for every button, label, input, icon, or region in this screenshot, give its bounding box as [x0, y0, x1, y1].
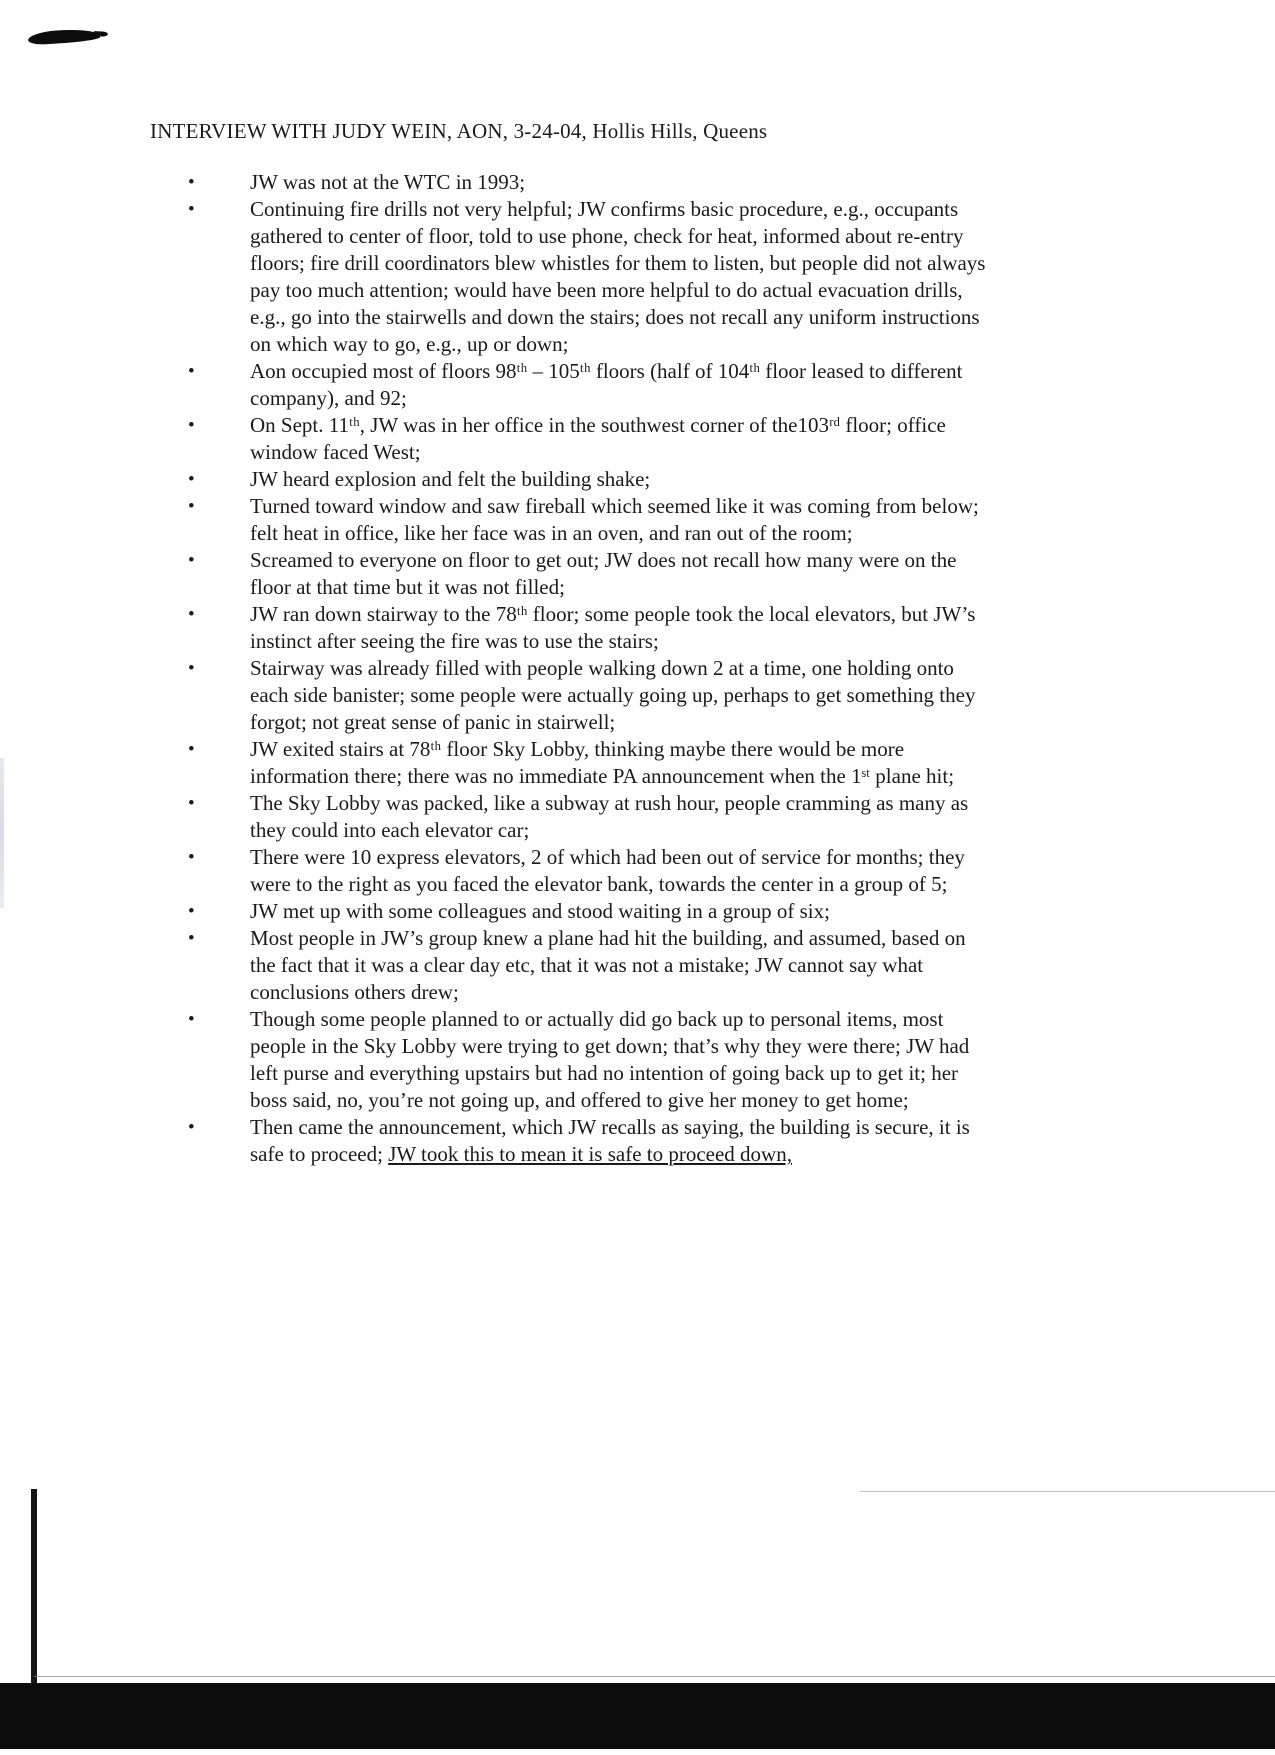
bullet-text-underlined: JW took this to mean it is safe to proceed down, — [388, 1142, 792, 1166]
bullet-marker: • — [188, 361, 195, 382]
bullet-item — [150, 358, 995, 412]
bullet-text: JW was not at the WTC in 1993; — [250, 170, 526, 194]
bullet-item — [150, 736, 995, 790]
bullet-marker: • — [188, 739, 195, 760]
bullet-text-plain: Then came the announcement, which JW recalls as saying, the building is secure, it is safe to proceed; — [250, 1115, 970, 1166]
bullet-item — [150, 169, 995, 196]
bullet-item — [150, 547, 995, 601]
bullet-text: There were 10 express elevators, 2 of which had been out of service for months; they were to the right as you faced the elevator bank, towards the center in a group of 5; — [250, 845, 965, 896]
scan-ink-mark — [28, 28, 101, 46]
bullet-text: Stairway was already filled with people walking down 2 at a time, one holding onto each side banister; some people were actually going up, perhaps to get something they forgot; not great sense of panic in stairwell; — [250, 656, 976, 734]
bullet-text: JW met up with some colleagues and stood waiting in a group of six; — [250, 899, 830, 923]
bullet-text: JW ran down stairway to the 78ᵗʰ floor; some people took the local elevators, but JW’s instinct after seeing the fire was to use the stairs; — [250, 602, 976, 653]
bullet-item — [150, 601, 995, 655]
bullet-item — [150, 1006, 995, 1114]
bullet-marker: • — [188, 199, 195, 220]
scan-hairline-middle — [860, 1491, 1275, 1492]
bullet-item — [150, 493, 995, 547]
bullet-text: JW heard explosion and felt the building shake; — [250, 467, 651, 491]
bullet-item — [150, 844, 995, 898]
bullet-text: Turned toward window and saw fireball which seemed like it was coming from below; felt heat in office, like her face was in an oven, and ran out of the room; — [250, 494, 979, 545]
bullet-marker: • — [188, 415, 195, 436]
scan-vertical-line — [31, 1489, 37, 1687]
bullet-marker: • — [188, 658, 195, 679]
bullet-item — [150, 412, 995, 466]
scan-hairline-bottom — [34, 1676, 1275, 1677]
bullet-marker: • — [188, 1117, 195, 1138]
bullet-text: The Sky Lobby was packed, like a subway at rush hour, people cramming as many as they could into each elevator car; — [250, 791, 969, 842]
bullet-item — [150, 655, 995, 736]
bullet-item — [150, 898, 995, 925]
bullet-item — [150, 466, 995, 493]
bullet-text: JW exited stairs at 78ᵗʰ floor Sky Lobby, thinking maybe there would be more information there; there was no immediate PA announcement when the 1ˢᵗ plane hit; — [250, 737, 955, 788]
scan-streak-left-edge — [0, 758, 4, 908]
bullet-marker: • — [188, 1009, 195, 1030]
bullet-marker: • — [188, 793, 195, 814]
bullet-item — [150, 196, 995, 358]
bullet-item — [150, 925, 995, 1006]
bullet-list — [150, 169, 995, 1168]
bullet-marker: • — [188, 469, 195, 490]
bullet-marker: • — [188, 604, 195, 625]
bullet-marker: • — [188, 550, 195, 571]
bullet-marker: • — [188, 901, 195, 922]
scan-black-bar — [0, 1683, 1275, 1749]
bullet-marker: • — [188, 496, 195, 517]
bullet-text: Continuing fire drills not very helpful; JW confirms basic procedure, e.g., occupants gathered to center of floor, told to use phone, check for heat, informed about re-entry floors; fire drill coordinators blew whistles for them to listen, but people did not always pay too much attention; would have been more helpful to do actual evacuation drills, e.g., go into the stairwells and down the stairs; does not recall any uniform instructions on which way to go, e.g., up or down; — [250, 197, 986, 356]
bullet-text: Aon occupied most of floors 98ᵗʰ – 105ᵗʰ floors (half of 104ᵗʰ floor leased to different company), and 92; — [250, 359, 963, 410]
bullet-item — [150, 1114, 995, 1168]
bullet-text: On Sept. 11ᵗʰ, JW was in her office in the southwest corner of the103ʳᵈ floor; office window faced West; — [250, 413, 946, 464]
document-title: INTERVIEW WITH JUDY WEIN, AON, 3-24-04, Hollis Hills, Queens — [150, 119, 768, 143]
bullet-marker: • — [188, 847, 195, 868]
bullet-marker: • — [188, 928, 195, 949]
bullet-text: Though some people planned to or actually did go back up to personal items, most people in the Sky Lobby were trying to get down; that’s why they were there; JW had left purse and everything upstairs but had no intention of going back up to get it; her boss said, no, you’re not going up, and offered to give her money to get home; — [250, 1007, 970, 1112]
bullet-text: Screamed to everyone on floor to get out; JW does not recall how many were on the floor at that time but it was not filled; — [250, 548, 957, 599]
bullet-marker: • — [188, 172, 195, 193]
bullet-item — [150, 790, 995, 844]
bullet-text: Most people in JW’s group knew a plane had hit the building, and assumed, based on the fact that it was a clear day etc, that it was not a mistake; JW cannot say what conclusions others drew; — [250, 926, 966, 1004]
bullet-text — [250, 1114, 995, 1168]
